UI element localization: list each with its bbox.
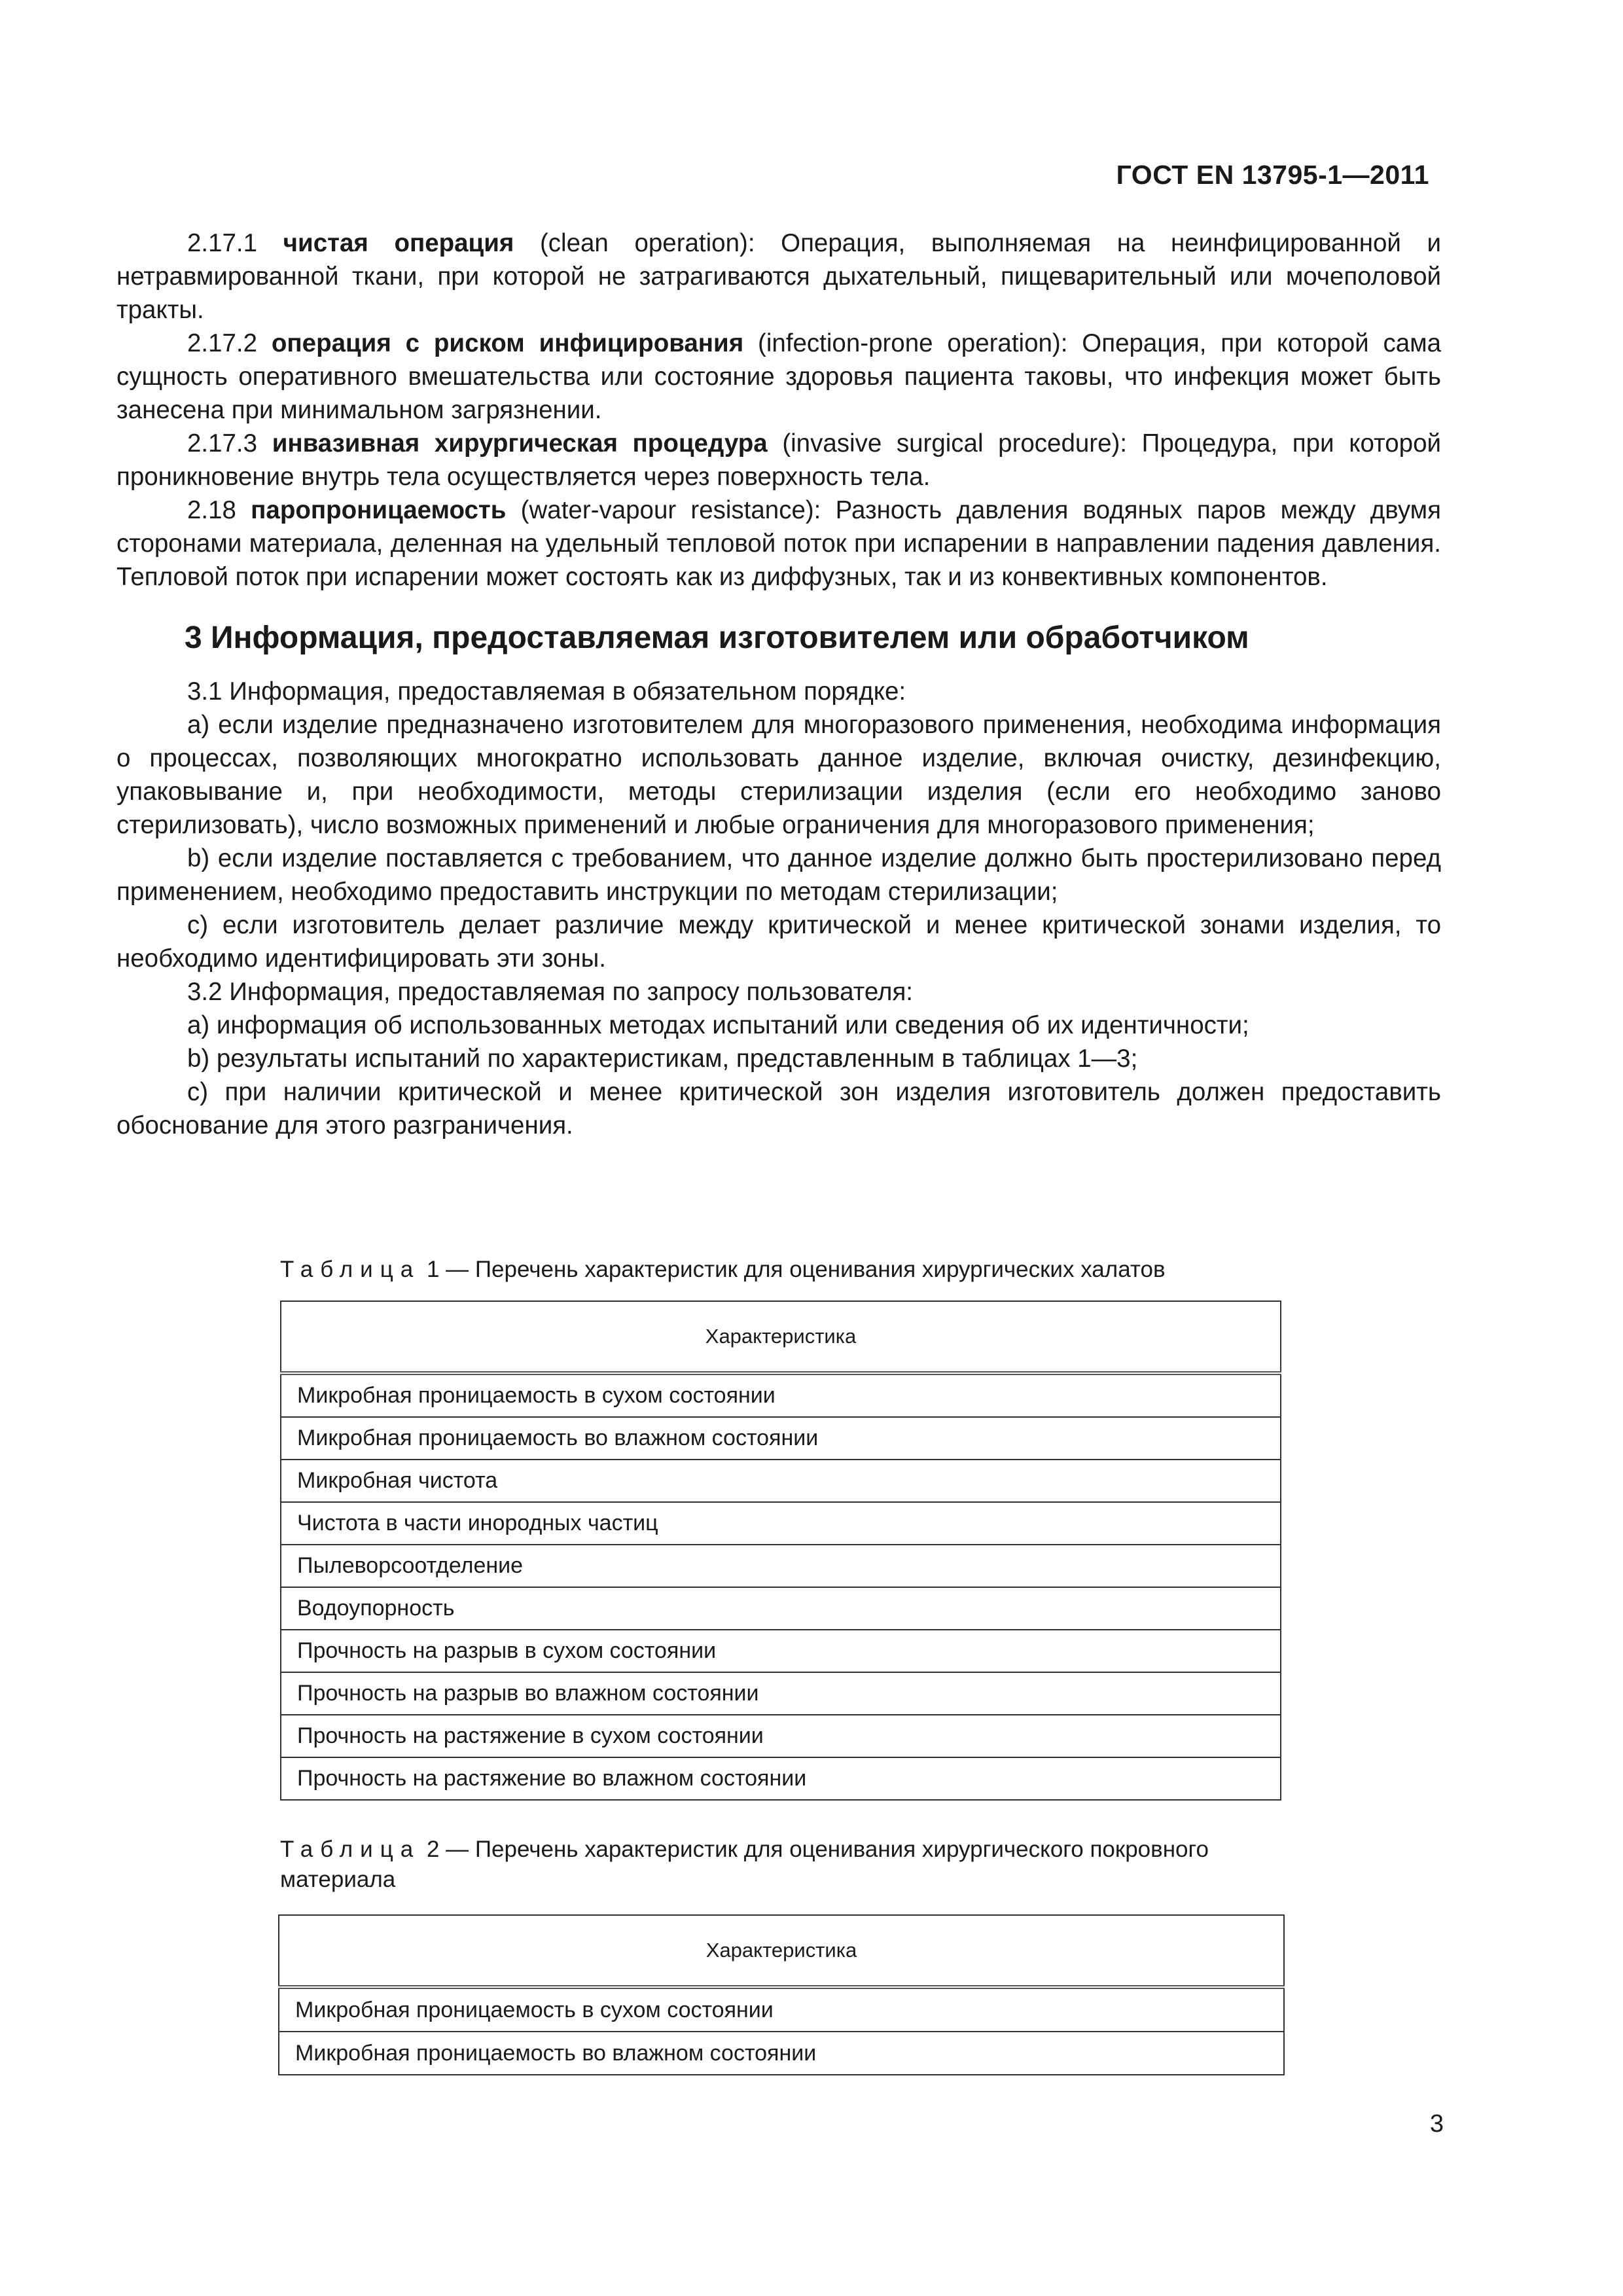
table-row: Прочность на разрыв в сухом состоянии xyxy=(281,1630,1281,1672)
paragraph-3-1-c: c) если изготовитель делает различие между критической и менее критической зонами изделия, то необходимо идентифицировать эти зоны. xyxy=(116,911,1441,973)
paragraph-3-2-b: b) результаты испытаний по характеристикам, представленным в таблицах 1—3; xyxy=(187,1045,1138,1073)
main-content xyxy=(116,226,1441,1142)
table-row: Прочность на растяжение в сухом состоянии xyxy=(281,1715,1281,1757)
definition-2-18: 2.18 паропроницаемость (water-vapour resistance): Разность давления водяных паров между двумя сторонами материала, деленная на удельный тепловой поток при испарении в направлении падения давления. Тепловой поток при испарении может состоять как из диффузных, так и из конвективных компонентов. xyxy=(116,496,1441,591)
definition-2-17-3: 2.17.3 инвазивная хирургическая процедура (invasive surgical procedure): Процедура, при которой проникновение внутрь тела осуществляется через поверхность тела. xyxy=(116,429,1441,491)
table-row: Прочность на разрыв во влажном состоянии xyxy=(281,1672,1281,1715)
definition-2-17-2: 2.17.2 операция с риском инфицирования (infection-prone operation): Операция, при которой сама сущность оперативного вмешательства или состояние здоровья пациента таковы, что инфекция может быть занесена при минимальном загрязнении. xyxy=(116,329,1441,424)
table-header: Характеристика xyxy=(281,1301,1281,1373)
table-1-caption: Таблица 1 — Перечень характеристик для оценивания хирургических халатов xyxy=(280,1257,1166,1282)
paragraph-3-2-a: a) информация об использованных методах испытаний или сведения об их идентичности; xyxy=(187,1011,1249,1039)
paragraph-3-2: 3.2 Информация, предоставляемая по запросу пользователя: xyxy=(187,978,913,1006)
table-header: Характеристика xyxy=(279,1915,1284,1987)
table-2 xyxy=(278,1914,1285,2075)
document-code: ГОСТ EN 13795-1—2011 xyxy=(1116,160,1429,190)
table-row: Чистота в части инородных частиц xyxy=(281,1502,1281,1545)
page-number: 3 xyxy=(1429,2110,1444,2138)
table-row: Пылеворсоотделение xyxy=(281,1545,1281,1587)
paragraph-3-1-b: b) если изделие поставляется с требованием, что данное изделие должно быть простерилизовано перед применением, необходимо предоставить инструкции по методам стерилизации; xyxy=(116,844,1441,906)
definition-2-17-1: 2.17.1 чистая операция (clean operation): Операция, выполняемая на неинфицированной и нетравмированной ткани, при которой не затрагиваются дыхательный, пищеварительный или мочеполовой тракты. xyxy=(116,229,1442,324)
table-row: Микробная проницаемость во влажном состоянии xyxy=(281,1417,1281,1460)
table-row: Микробная проницаемость во влажном состоянии xyxy=(279,2032,1284,2075)
table-1 xyxy=(280,1300,1281,1801)
table-row: Водоупорность xyxy=(281,1587,1281,1630)
paragraph-3-1: 3.1 Информация, предоставляемая в обязательном порядке: xyxy=(187,677,906,706)
section-3-title: 3 Информация, предоставляемая изготовителем или обработчиком xyxy=(185,620,1249,655)
table-row: Микробная чистота xyxy=(281,1460,1281,1502)
table-row: Микробная проницаемость в сухом состоянии xyxy=(281,1373,1281,1417)
table-2-caption: Таблица 2 — Перечень характеристик для оценивания хирургического покровного материала xyxy=(280,1837,1209,1892)
table-row: Прочность на растяжение во влажном состоянии xyxy=(281,1757,1281,1800)
paragraph-3-1-a: a) если изделие предназначено изготовителем для многоразового применения, необходима информация о процессах, позволяющих многократно использовать данное изделие, включая очистку, дезинфекцию, упаковывание и, при необходимости, методы стерилизации изделия (если его необходимо заново стерилизовать), число возможных применений и любые ограничения для многоразового применения; xyxy=(116,711,1441,839)
paragraph-3-2-c: c) при наличии критической и менее критической зон изделия изготовитель должен предоставить обоснование для этого разграничения. xyxy=(116,1078,1441,1139)
table-row: Микробная проницаемость в сухом состоянии xyxy=(279,1987,1284,2032)
